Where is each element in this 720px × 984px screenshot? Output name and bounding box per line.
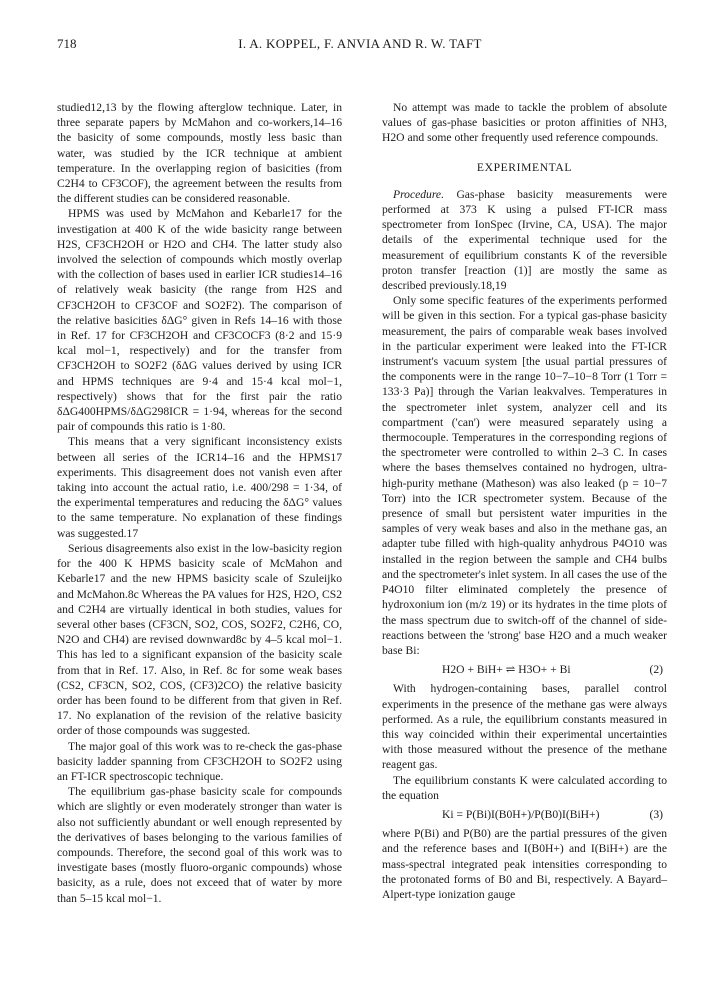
- procedure-label: Procedure.: [393, 187, 444, 201]
- page-number: 718: [57, 36, 77, 51]
- equation-3: [382, 807, 667, 822]
- body-paragraph: The equilibrium gas-phase basicity scale for compounds which are slightly or even moderately stronger than water is also not sufficiently abundant or well enough represented by the derivatives of bases belonging to the various families of compounds. Therefore, the second goal of this work was to investigate bases (mostly fluoro-organic compounds) whose basicity, as a rule, does not exceed that of water by more than 5–15 kcal mol−1.: [57, 785, 342, 905]
- equation-3-number: (3): [649, 807, 663, 821]
- equation-2: [382, 662, 667, 677]
- body-paragraph: where P(Bi) and P(B0) are the partial pressures of the given and the reference bases and I(B0H+) and I(BiH+) are the mass-spectral integrated peak intensities corresponding to the protonated forms of B0 and Bi, respectively. A Bayard–Alpert-type ionization gauge: [382, 827, 667, 901]
- left-column: [57, 100, 342, 906]
- running-head-authors: I. A. KOPPEL, F. ANVIA AND R. W. TAFT: [238, 36, 482, 51]
- body-paragraph: Serious disagreements also exist in the low-basicity region for the 400 K HPMS basicity scale of McMahon and Kebarle17 and the new HPMS basicity scale of Szuleijko and McMahon.8c Whereas the PA values for H2S, H2O, CS2 and C2H4 are virtually identical in both studies, values for several other bases (CF3CN, SO2, COS, SO2F2, C2H6, CO, N2O and CH4) are revised downward8c by 4–5 kcal mol−1. This has led to a significant expansion of the basicity scale from that in Ref. 17. Also, in Ref. 8c for some weak bases (CS2, CF3CN, SO2, COS, (CF3)2CO) the relative basicity order has been found to be different from that given in Ref. 17. No explanation of the revision of the relative basicity order of those compounds was suggested.: [57, 541, 342, 738]
- body-paragraph: Only some specific features of the experiments performed will be given in this section. For a typical gas-phase basicity measurement, the pairs of comparable weak bases involved in the particular experiment were leaked into the FT-ICR instrument's vacuum system [the usual partial pressures of the components were in the range 10−7–10−8 Torr (1 Torr = 133·3 Pa)] through the Varian leakvalves. Temperatures in the spectrometer inlet system, analyzer cell and its compartment ('can') were measured separately using a thermocouple. Temperatures in the corresponding regions of the spectrometer were controlled to within 2–3 C. In cases where the bases themselves contained no hydrogen, ultra-high-purity methane (Matheson) was also leaked (p = 10−7 Torr) into the ICR spectrometer system. Because of the presence of small but persistent water impurities in the samples of very weak bases and also in the methane gas, an adapter tube filled with high-quality anhydrous P4O10 was installed in the region between the sample and CH4 bulbs and the spectrometer's inlet system. In all cases the use of the P4O10 filter eliminated completely the presence of hydroxonium ion (m/z 19) or its hydrates in the time plots of the mass spectrum due to switch-off of the channel of side-reactions between the 'strong' base H2O and a much weaker base Bi:: [382, 294, 667, 657]
- body-paragraph: HPMS was used by McMahon and Kebarle17 for the investigation at 400 K of the wide basicity range between H2S, CF3CH2OH or H2O and CH4. The latter study also involved the selection of compounds which mostly overlap with the collection of bases used in earlier ICR studies14–16 of relatively weak basicity (the range from H2S and CF3CH2OH to CF3COF and SO2F2). The comparison of the relative basicities δΔG° given in Refs 14–16 with those in Ref. 17 for CF3CH2OH and CF3COCF3 (8·2 and 15·9 kcal mol−1, respectively) and for the transfer from CF3CH2OH to SO2F2 (δΔG values derived by using ICR and HPMS techniques are 9·4 and 15·4 kcal mol−1, respectively) shows that for the first pair the ratio δΔG400HPMS/δΔG298ICR = 1·94, whereas for the second pair of compounds this ratio is 1·80.: [57, 207, 342, 434]
- body-paragraph: With hydrogen-containing bases, parallel control experiments in the presence of the methane gas were always performed. As a rule, the equilibrium constants measured in this way coincided within their experimental uncertainties with those measured without the presence of the methane reagent gas.: [382, 682, 667, 772]
- body-paragraph: This means that a very significant inconsistency exists between all series of the ICR14–16 and the HPMS17 experiments. This disagreement does not vanish even after taking into account the actual ratio, i.e. 400/298 = 1·34, of the experimental temperatures and reducing the δΔG° values to the same temperature. No explanation of these findings was suggested.17: [57, 435, 342, 540]
- procedure-paragraph: [382, 187, 667, 293]
- equation-2-body: H2O + BiH+ ⇌ H3O+ + Bi: [442, 663, 571, 677]
- body-paragraph: studied12,13 by the flowing afterglow technique. Later, in three separate papers by McMahon and co-workers,14–16 the basicity of some compounds, mostly less basic than water, was studied by the ICR technique at ambient temperature. In the overlapping region of basicities (from C2H4 to CF3COF), the agreement between the results from the different studies can be considered reasonable.: [57, 101, 342, 206]
- section-heading: EXPERIMENTAL: [476, 160, 573, 174]
- right-column: [382, 100, 667, 902]
- equation-2-number: (2): [649, 663, 663, 677]
- body-paragraph: No attempt was made to tackle the problem of absolute values of gas-phase basicities or proton affinities of NH3, H2O and some other frequently used reference compounds.: [382, 101, 667, 145]
- procedure-text: Gas-phase basicity measurements were performed at 373 K using a pulsed FT-ICR mass spectrometer from IonSpec (Irvine, CA, USA). The major details of the experimental technique used for the measurement of equilibrium constants K of the reversible proton transfer [reaction (1)] are mostly the same as described previously.18,19: [382, 187, 667, 293]
- equation-3-body: Ki = P(Bi)I(B0H+)/P(B0)I(BiH+): [442, 807, 600, 821]
- body-paragraph: The major goal of this work was to re-check the gas-phase basicity ladder spanning from CF3CH2OH to SO2F2 using an FT-ICR spectroscopic technique.: [57, 739, 342, 783]
- running-header: [57, 36, 663, 56]
- body-paragraph: The equilibrium constants K were calculated according to the equation: [382, 773, 667, 802]
